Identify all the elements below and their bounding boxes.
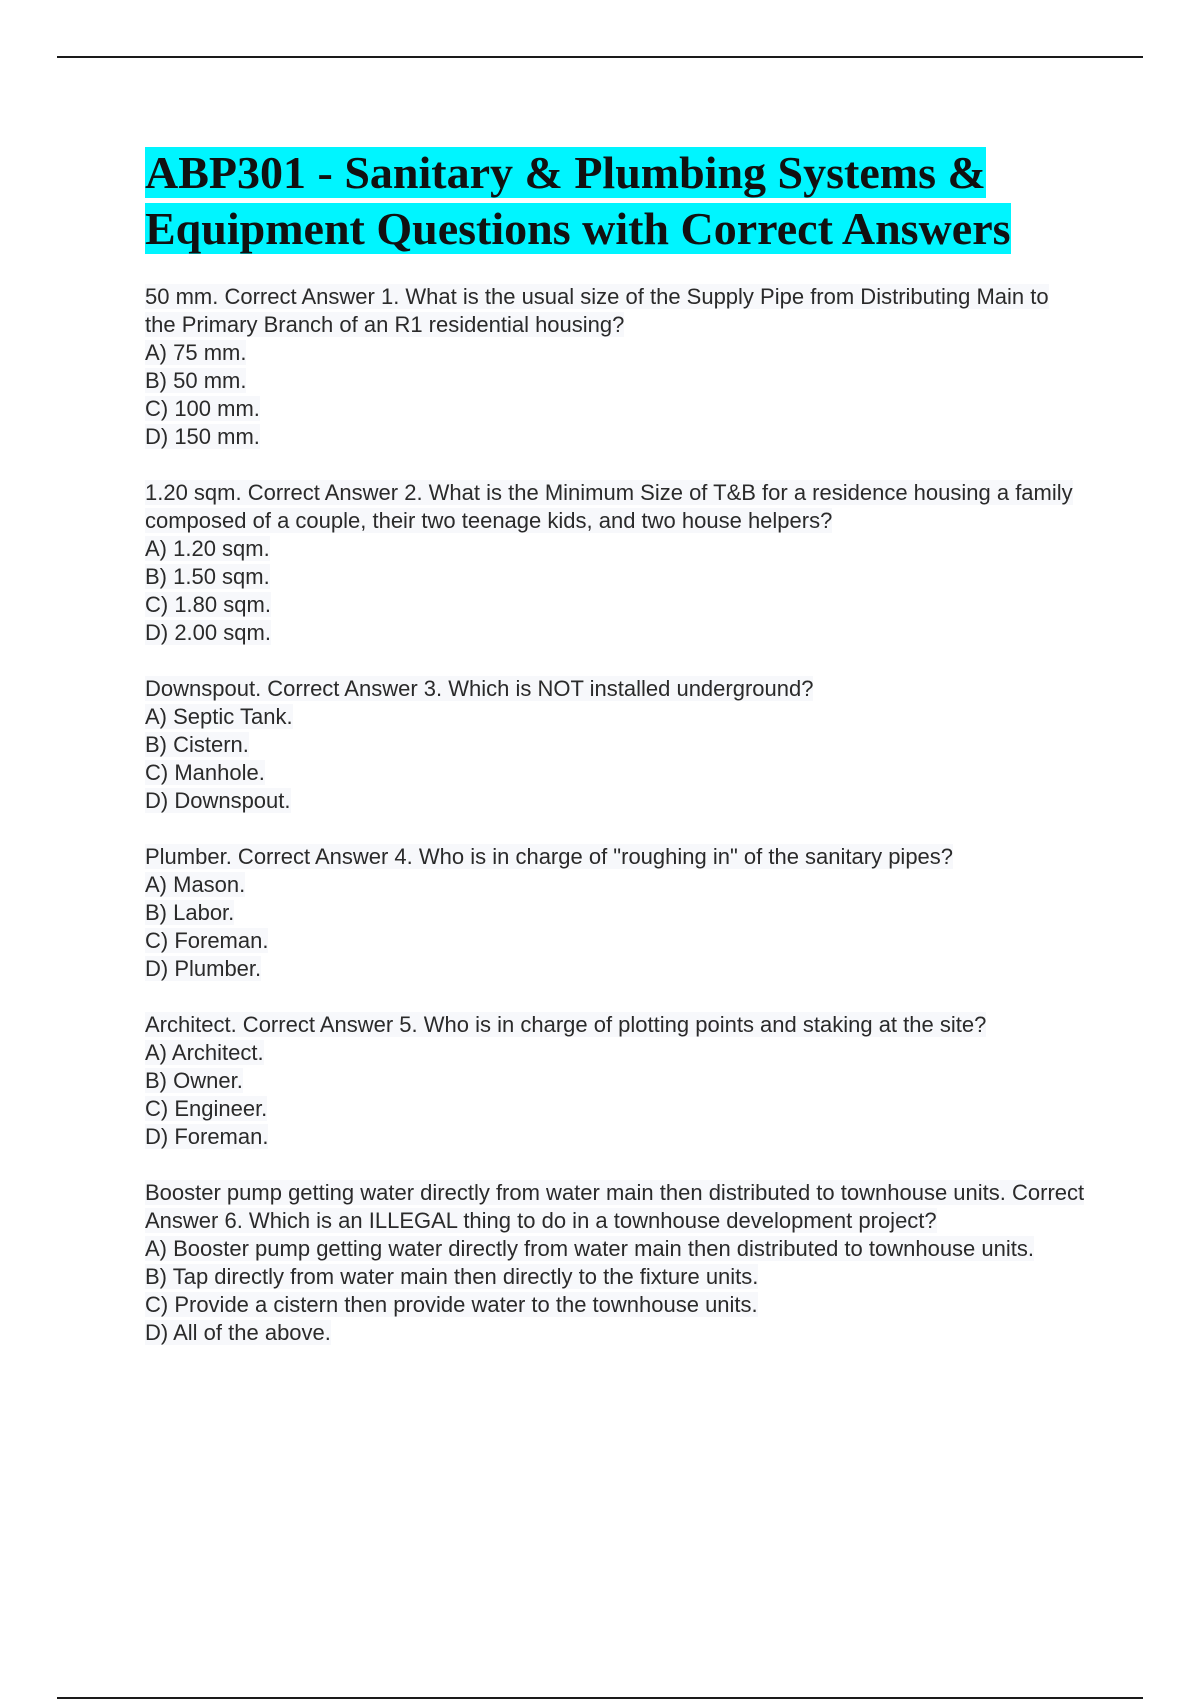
answer-option: B) Tap directly from water main then directly to the fixture units. <box>145 1264 759 1289</box>
answer-option: C) 100 mm. <box>145 396 260 421</box>
answer-option: A) 75 mm. <box>145 340 247 365</box>
answer-option: B) Cistern. <box>145 732 249 757</box>
question-stem: 50 mm. Correct Answer 1. What is the usual size of the Supply Pipe from Distributing Main to the Primary Branch of an R1 residential housing? <box>145 284 1049 337</box>
answer-option: A) Booster pump getting water directly from water main then distributed to townhouse units. <box>145 1236 1034 1261</box>
question-block-3 <box>145 675 1085 815</box>
answer-option: A) Mason. <box>145 872 246 897</box>
answer-option: B) 50 mm. <box>145 368 247 393</box>
answer-option: D) All of the above. <box>145 1320 331 1345</box>
answer-option: D) 150 mm. <box>145 424 260 449</box>
answer-option: C) Manhole. <box>145 760 265 785</box>
question-stem: Booster pump getting water directly from water main then distributed to townhouse units. Correct Answer 6. Which is an ILLEGAL thing to do in a townhouse development project? <box>145 1180 1085 1233</box>
header-rule <box>57 56 1143 58</box>
answer-option: A) Architect. <box>145 1040 264 1065</box>
question-stem: Downspout. Correct Answer 3. Which is NOT installed underground? <box>145 676 814 701</box>
answer-option: A) Septic Tank. <box>145 704 293 729</box>
question-block-6 <box>145 1179 1085 1347</box>
answer-option: C) 1.80 sqm. <box>145 592 271 617</box>
answer-option: D) Downspout. <box>145 788 291 813</box>
answer-option: B) 1.50 sqm. <box>145 564 270 589</box>
question-block-5 <box>145 1011 1085 1151</box>
footer-rule <box>57 1697 1143 1699</box>
answer-option: C) Foreman. <box>145 928 269 953</box>
answer-option: B) Owner. <box>145 1068 243 1093</box>
question-block-2 <box>145 479 1085 647</box>
answer-option: C) Engineer. <box>145 1096 268 1121</box>
title-highlight: ABP301 - Sanitary & Plumbing Systems & Equipment Questions with Correct Answers <box>145 147 1011 254</box>
question-stem: Plumber. Correct Answer 4. Who is in charge of "roughing in" of the sanitary pipes? <box>145 844 954 869</box>
answer-option: D) 2.00 sqm. <box>145 620 271 645</box>
document-body <box>145 145 1085 1375</box>
answer-option: C) Provide a cistern then provide water to the townhouse units. <box>145 1292 758 1317</box>
answer-option: A) 1.20 sqm. <box>145 536 270 561</box>
answer-option: B) Labor. <box>145 900 235 925</box>
question-block-4 <box>145 843 1085 983</box>
answer-option: D) Plumber. <box>145 956 262 981</box>
answer-option: D) Foreman. <box>145 1124 269 1149</box>
document-title <box>145 145 1085 257</box>
question-stem: Architect. Correct Answer 5. Who is in charge of plotting points and staking at the site? <box>145 1012 987 1037</box>
question-stem: 1.20 sqm. Correct Answer 2. What is the Minimum Size of T&B for a residence housing a family composed of a couple, their two teenage kids, and two house helpers? <box>145 480 1073 533</box>
question-block-1 <box>145 283 1085 451</box>
